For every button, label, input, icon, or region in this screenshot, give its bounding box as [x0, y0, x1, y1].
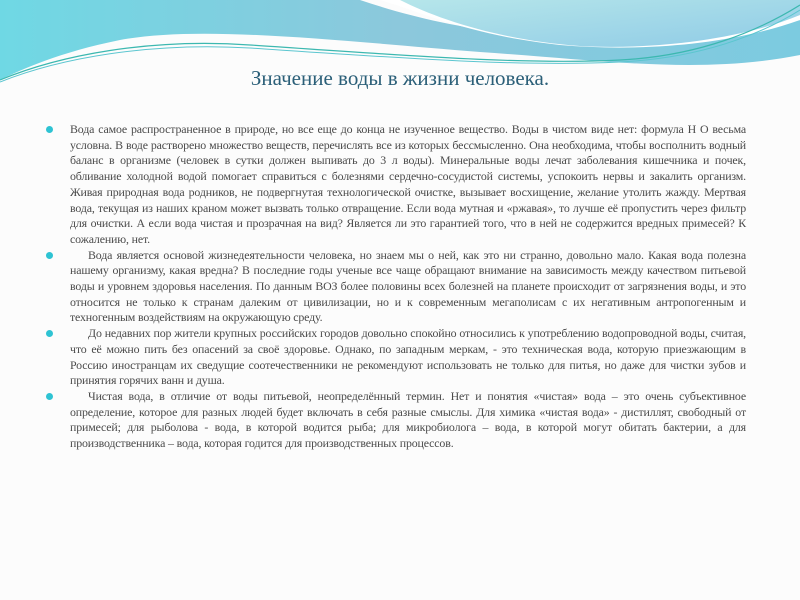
bullet-list	[46, 122, 746, 452]
paragraph-text: Вода является основой жизнедеятельности человека, но знаем мы о ней, как это ни странно, довольно мало. Какая вода полезна нашему организму, какая вредна? В последние годы ученые все чаще обращают внимание на зависимость между качеством питьевой воды и уровнем здоровья населения. По данным ВОЗ более половины всех болезней на планете происходит от загрязнения воды, и это относится не только к странам далеким от цивилизации, но и к современным мегаполисам с их негативным антропогенным и техногенным воздействиям на окружающую среду.	[70, 247, 746, 325]
paragraph-text: Вода самое распространенное в природе, но все еще до конца не изученное вещество. Воды в чистом виде нет: формула Н О весьма условна. В воде растворено множество веществ, перечислять все из которых бессмысленно. Она необходима, чтобы восполнить водный баланс в организме (человек в сутки должен выпивать до 3 л воды). Минеральные воды лечат заболевания кишечника и почек, обливание холодной водой помогает справиться с болезнями сердечно-сосудистой системы, успокоить нервы и закалить организм. Живая природная вода родников, не подвергнутая технологической очистке, вызывает восхищение, желание утолить жажду. Мертвая вода, текущая из наших краном может вызвать только отвращение. Если вода мутная и «ржавая», то лучше её пропустить через фильтр для очистки. А если вода чистая и прозрачная на вид? Является ли это гарантией того, что в ней не содержится вредных примесей? К сожалению, нет.	[70, 122, 746, 246]
slide-title: Значение воды в жизни человека.	[250, 66, 550, 90]
bullet-icon	[46, 252, 53, 259]
bullet-icon	[46, 126, 53, 133]
bullet-item	[46, 122, 746, 248]
bullet-icon	[46, 330, 53, 337]
bullet-icon	[46, 393, 53, 400]
wave-decoration	[0, 0, 800, 110]
paragraph-text: До недавних пор жители крупных российских городов довольно спокойно относились к употреблению водопроводной воды, считая, что её можно пить без опасений за своё здоровье. Однако, по западным меркам, - это техническая вода, которую приезжающим в Россию иностранцам их сведущие соотечественники не рекомендуют использовать не только для питья, но даже для чистки зубов и принятия горячих ванн и душа.	[70, 326, 746, 388]
paragraph-text: Чистая вода, в отличие от воды питьевой, неопределённый термин. Нет и понятия «чистая» вода – это очень субъективное определение, которое для разных людей будет включать в себя разные смыслы. Для химика «чистая вода» - дистиллят, свободный от примесей; для рыболова - вода, в которой водится рыба; для микробиолога – вода, в которой могут обитать бактерии, а для производственника – вода, которая годится для производственных процессов.	[70, 388, 746, 451]
bullet-item	[46, 248, 746, 327]
bullet-item	[46, 389, 746, 452]
bullet-item	[46, 326, 746, 389]
